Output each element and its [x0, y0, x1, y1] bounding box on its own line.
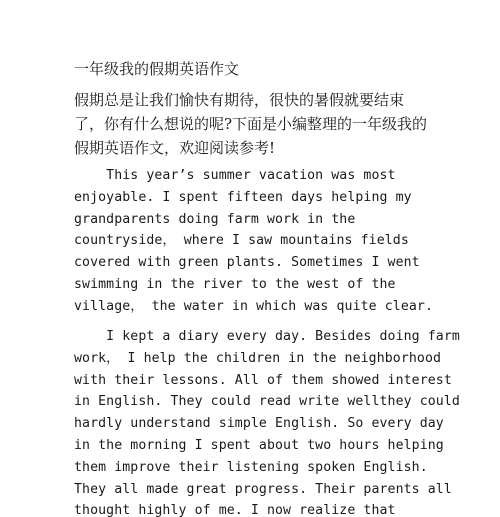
- english-paragraph-1: [74, 165, 446, 318]
- paragraph-line: hardly understand simple English. So every day: [74, 416, 444, 432]
- intro-line: 了，你有什么想说的呢?下面是小编整理的一年级我的: [74, 115, 428, 133]
- paragraph-line: This year’s summer vacation was most: [74, 168, 396, 183]
- english-paragraph-2: [74, 326, 460, 517]
- paragraph-line: covered with green plants. Sometimes I went: [74, 255, 420, 271]
- paragraph-line: with their lessons. All of them showed interest: [74, 372, 452, 388]
- paragraph-line: in the morning I spent about two hours helping: [74, 437, 444, 453]
- paragraph-line: in English. They could read write wellthey could: [74, 394, 460, 410]
- intro-line: 假期英语作文，欢迎阅读参考!: [74, 139, 276, 157]
- paragraph-line: grandparents doing farm work in the: [74, 211, 356, 227]
- paragraph-line: work， I help the children in the neighborhood: [74, 350, 442, 366]
- paragraph-line: swimming in the river to the west of the: [74, 276, 396, 292]
- intro-line: 假期总是让我们愉快有期待，很快的暑假就要结束: [74, 91, 405, 109]
- paragraph-line: them improve their listening spoken English.: [74, 459, 428, 475]
- paragraph-line: thought highly of me. I now realize that: [74, 503, 396, 517]
- paragraph-line: I kept a diary every day. Besides doing farm: [74, 329, 460, 344]
- intro-paragraph: [74, 88, 446, 160]
- document-title: 一年级我的假期英语作文: [74, 60, 240, 78]
- paragraph-line: village， the water in which was quite clear.: [74, 298, 433, 314]
- paragraph-line: countryside， where I saw mountains fields: [74, 233, 409, 249]
- paragraph-line: They all made great progress. Their parents all: [74, 481, 452, 497]
- paragraph-line: enjoyable. I spent fifteen days helping my: [74, 189, 412, 205]
